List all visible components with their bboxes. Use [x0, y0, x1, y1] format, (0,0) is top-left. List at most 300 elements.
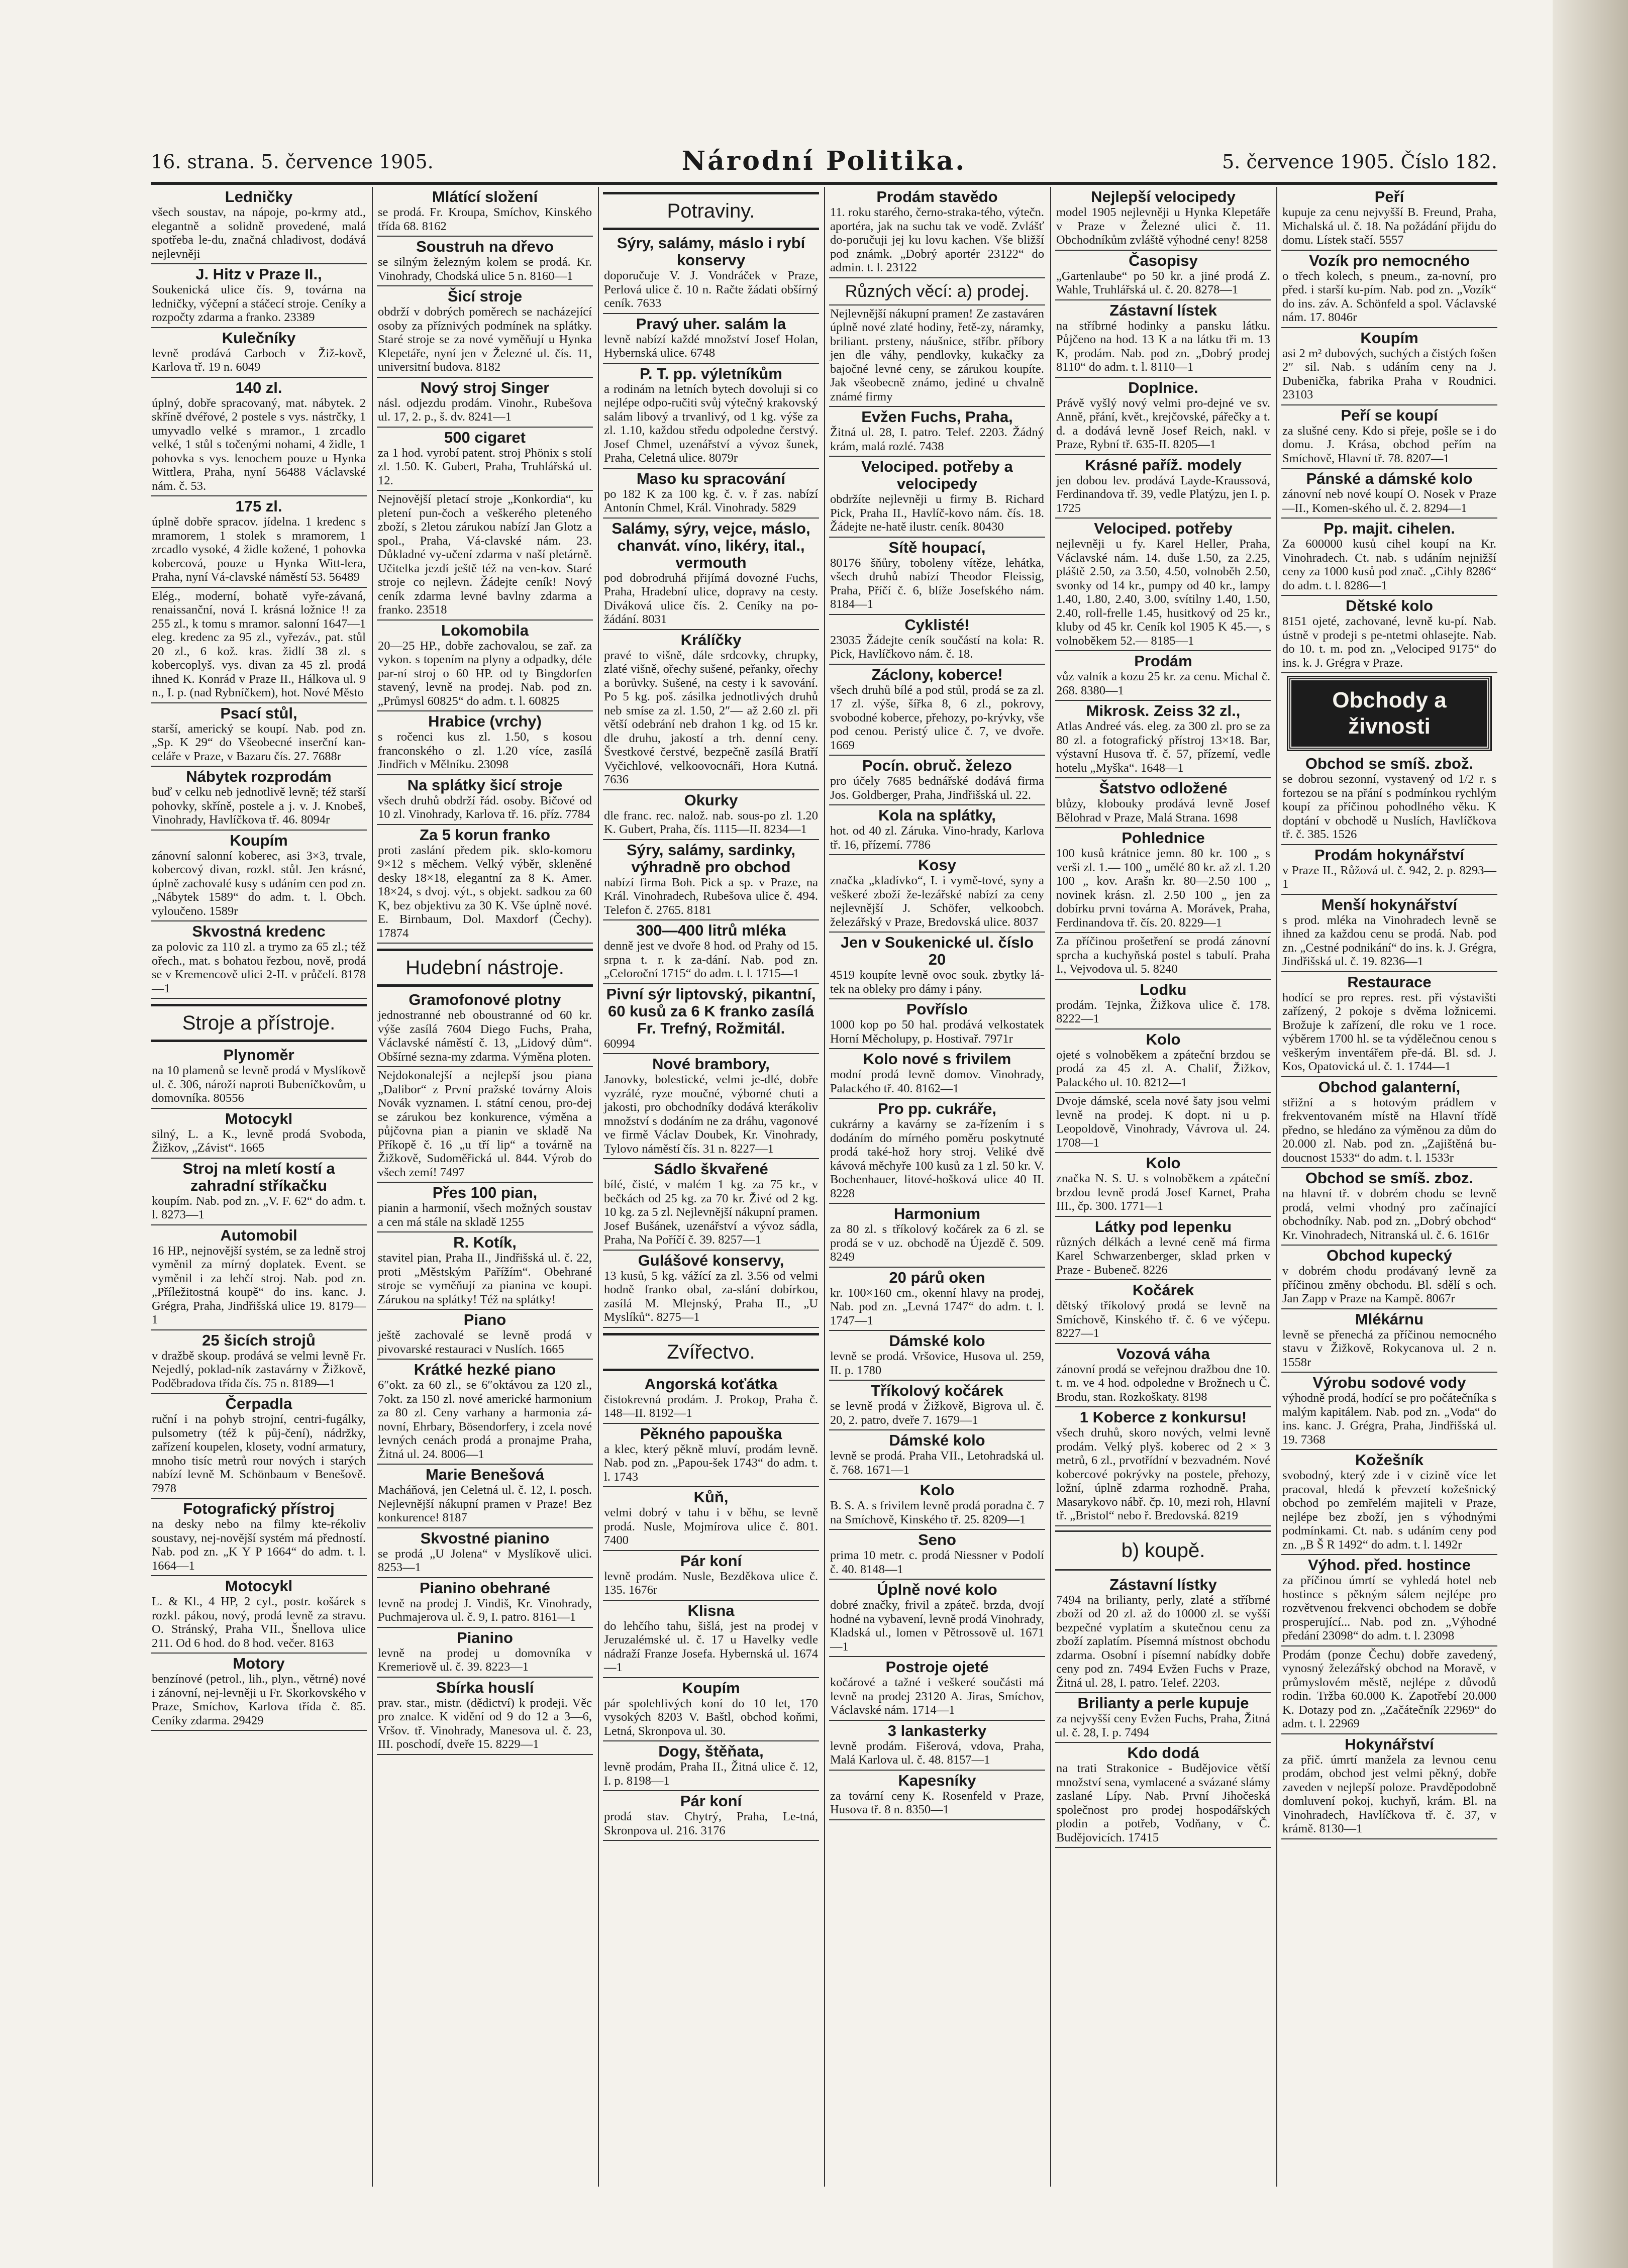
ad-headline: Za 5 korun franko [419, 826, 551, 844]
classified-ad [829, 1657, 1045, 1721]
classified-ad [603, 233, 819, 314]
classified-ad [603, 519, 819, 630]
column-divider [372, 187, 373, 2187]
classified-ad [1281, 519, 1497, 596]
classified-ad [377, 1183, 593, 1232]
ad-headline: Kolo [920, 1481, 955, 1499]
classified-ad [603, 1601, 819, 1678]
ad-headline: Záclony, koberce! [871, 665, 1003, 683]
classified-ad [603, 1251, 819, 1328]
ad-body: model 1905 nejlevněji u Hynka Klepetáře v Praze v Železné ulici č. 11. Obchodníkům zvláště výhodné ceny! 8258 [1056, 205, 1270, 247]
classified-ad [829, 615, 1045, 665]
ad-body: s ročenci kus zl. 1.50, s kosou franconského o zl. 1.20 více, zasílá Jindřich v Mělníku. 23098 [378, 730, 592, 771]
ad-headline: Lodku [1140, 980, 1187, 998]
classified-ad [151, 1576, 367, 1654]
ad-body: nabízí firma Boh. Pick a sp. v Praze, na Král. Vinohradech, Rubešova ulice č. 494. Telefon č. 2765. 8181 [604, 875, 818, 917]
column-1 [151, 187, 367, 2187]
classified-ad [1055, 1743, 1271, 1848]
ad-body: Za příčinou prošetření se prodá zánovní sprcha a kuchyňská postel s tabulí. Praha I., Vejvodova ul. 5. 8240 [1056, 935, 1270, 976]
page-spine [1553, 0, 1628, 2268]
classified-ad [603, 1159, 819, 1251]
ad-body: Prodám (ponze Čechu) dobře zavedený, vynosný železářský obchod na Moravě, v průmyslovém městě, nejlépe z důvodů rodin. Tržba 60.000 K. Zapotřebí 20.000 K. Dotazy pod zn. „Začátečník 22969“ do adm. t. l. 22969 [1282, 1647, 1496, 1730]
classified-ad [151, 328, 367, 378]
classified-ad [151, 588, 367, 703]
ad-headline: Peří se koupí [1341, 406, 1438, 424]
ad-body: kupuje za cenu nejvyšší B. Freund, Praha, Michalská ul. č. 18. Na požádání přijdu do domu. Lístek stačí. 5557 [1282, 205, 1496, 247]
classified-ad [1281, 1246, 1497, 1309]
classified-ad [1055, 1280, 1271, 1344]
ad-headline: Nové brambory, [652, 1055, 770, 1073]
classified-ad [603, 1054, 819, 1159]
ad-body: nejlevněji u fy. Karel Heller, Praha, Václavské nám. 14. duše 1.50, za 2.25, pláště 2.50, za 3.50, 4.50, volnoběh 2.50, svonky od 14 kr., pumpy od 40 kr., lampy 1.40, 1.80, 2.40, 3.00, svítilny 1.40, 1.50, 2.40, roll-frelle 1.45, husitkový od 25 kr., kluby od 45 kr. Ceník kol 1905 K 45.—, s volnoběkem 52.— 8185—1 [1056, 537, 1270, 648]
ad-headline: Pár koní [680, 1792, 742, 1810]
classified-ad [1281, 1373, 1497, 1450]
classified-ad [1055, 519, 1271, 651]
ad-body: 7494 na brilianty, perly, zlaté a stříbrné zboží od 20 zl. až do 10000 zl. se vyšší bezpečné vyplatím a skutečnou cenu za zboží zaplatím. Písemná místnost obchodu zdarma. Osobní i písemní nabídky dobře ceny pod zn. 7494 Evžen Fuchs v Praze, Žitná ul. 28, I. patro. Telef. 2203. [1056, 1593, 1270, 1690]
ad-body: Nejdokonalejší a nejlepší jsou piana „Dalibor“ z První pražské továrny Alois Novák vyznamen. I. státní cenou, pro-dej se zárukou bez konkurence, výměna a půjčovna pian a pianin ve skladě Na Příkopě č. 16 „u tří lip“ a továrně na Žižkově, Sudoměřická ul. 844. Výrob do všech zemí! 7497 [378, 1069, 592, 1179]
ad-body: na trati Strakonice - Budějovice větší množství sena, vymlacené a svázané slámy zaslané Lípy. Nab. První Jihočeská společnost pro prodej hospodářských plodin a potřeb, Vodňany, v Č. Budějovicích. 17415 [1056, 1762, 1270, 1844]
ad-body: levně se prodá. Praha VII., Letohradská ul. č. 768. 1671—1 [830, 1449, 1044, 1477]
ad-headline: Vozík pro nemocného [1309, 251, 1470, 269]
ad-headline: 175 zl. [235, 497, 282, 515]
ad-headline: 500 cigaret [444, 428, 526, 446]
classified-ad [829, 1049, 1045, 1099]
column-5 [1055, 187, 1271, 2187]
ad-body: pár spolehlivých koní do 10 let, 170 vysokých 8203 V. Baštl, obchod koňmi, Letná, Skronpova ul. 30. [604, 1696, 818, 1738]
classified-ad [603, 1424, 819, 1488]
ad-headline: P. T. pp. výletníkům [640, 364, 782, 382]
ad-body: levně na prodej J. Vindiš, Kr. Vinohrady, Puchmajerova ul. č. 9, I. patro. 8161—1 [378, 1596, 592, 1624]
ad-headline: Obchod galanterní, [1318, 1078, 1461, 1096]
ad-body: s prod. mléka na Vinohradech levně se ihned za každou cenu se prodá. Nab. pod zn. „Cestné podnikání“ do ins. k. J. Grégra, Jindřišská ul. č. 19. 8236—1 [1282, 913, 1496, 968]
ad-body: obdržíte nejlevněji u firmy B. Richard Pick, Praha II., Havlíč-kovo nám. čís. 18. Žádejte ne-hatě ilustr. ceník. 80430 [830, 492, 1044, 534]
ad-headline: Pianino obehrané [419, 1579, 551, 1597]
classified-ad [829, 1721, 1045, 1771]
classified-ad [829, 933, 1045, 999]
ad-headline: Nejlepší velocipedy [1091, 188, 1236, 205]
ad-headline: Obchod kupecký [1327, 1247, 1452, 1264]
ad-body: za 80 zl. s tříkolový kočárek za 6 zl. se prodá se v uz. obchodě na Újezdě č. 509. 8249 [830, 1222, 1044, 1264]
classified-ad [603, 314, 819, 364]
ad-headline: Skvostné pianino [420, 1529, 550, 1547]
ad-headline: 3 lankasterky [887, 1721, 987, 1739]
ad-body: buď v celku neb jednotlivě levně; též starší pohovky, skříně, postele a j. v. J. Knobeš, Vinohrady, Havlíčkova tř. 46. 8094r [152, 785, 366, 827]
classified-ad [603, 920, 819, 984]
classified-ad [1281, 1555, 1497, 1646]
column-divider [1050, 187, 1051, 2187]
classified-ad [1055, 701, 1271, 778]
classified-ad [603, 1741, 819, 1791]
ad-body: kr. 100×160 cm., okenní hlavy na prodej, Nab. pod zn. „Levná 1747“ do adm. t. l. 1747—1 [830, 1286, 1044, 1327]
ad-body: na desky nebo na filmy kte-rékoliv soustavy, nej-novější systém má předností. Nab. pod zn. „K Y P 1664“ do adm. t. l. 1664—1 [152, 1517, 366, 1573]
ad-headline: Pianino [457, 1628, 513, 1646]
ad-body: dětský tříkolový prodá se levně na Smíchově, Kinského tř. č. 6 ve výčepu. 8227—1 [1056, 1299, 1270, 1340]
ad-headline: Výrobu sodové vody [1312, 1374, 1466, 1391]
classified-ad [829, 1480, 1045, 1530]
ad-body: B. S. A. s frivilem levně prodá poradna č. 7 na Smíchově, Kinského tř. 25. 8209—1 [830, 1499, 1044, 1526]
ad-headline: Kolo nové s frivilem [863, 1050, 1011, 1068]
ad-headline: Kosy [918, 856, 956, 874]
ad-headline: Hrabice (vrchy) [428, 712, 542, 730]
column-divider [1276, 187, 1277, 2187]
ad-headline: 20 párů oken [889, 1268, 985, 1286]
ad-body: různých délkách a levné ceně má firma Karel Schwarzenberger, sklad prken v Praze - Bubeneč. 8226 [1056, 1235, 1270, 1277]
classified-ad [377, 711, 593, 775]
classified-ad [603, 364, 819, 469]
classified-ad [1281, 1646, 1497, 1734]
ad-headline: J. Hitz v Praze II., [195, 265, 322, 283]
ad-headline: Tříkolový kočárek [871, 1382, 1003, 1399]
classified-ad [1055, 378, 1271, 455]
classified-ad [377, 1578, 593, 1628]
ad-body: 1000 kop po 50 hal. prodává velkostatek Horní Měcholupy, p. Hostivař. 7971r [830, 1018, 1044, 1046]
classified-ad [1055, 1407, 1271, 1526]
ad-headline: Krátké hezké piano [414, 1361, 556, 1378]
ad-headline: Sýry, salámy, máslo i rybí konservy [617, 234, 805, 269]
classified-ad [377, 286, 593, 378]
classified-ad [1281, 754, 1497, 845]
ad-body: levně prodám. Fišerová, vdova, Praha, Malá Karlova ul. č. 48. 8157—1 [830, 1739, 1044, 1767]
ad-headline: Motocykl [225, 1109, 293, 1127]
ad-body: pro účely 7685 bednářské dodává firma Jos. Goldberger, Praha, Jindřišská ul. 22. [830, 774, 1044, 802]
ad-headline: Marie Benešová [425, 1466, 545, 1483]
ad-body: prodám. Tejnka, Žižkova ulice č. 178. 8222—1 [1056, 998, 1270, 1025]
ad-body: Dvoje dámské, scela nové šaty jsou velmi levně na prodej. K dopt. ni u p. Leopoldově, Vinohrady, Vávrova ul. 24. 1708—1 [1056, 1094, 1270, 1150]
classified-ad [377, 187, 593, 237]
ad-body: zánovní prodá se veřejnou dražbou dne 10. t. m. ve 4 hod. odpoledne v Brožnech u Č. Brodu, stan. Rozkoškaty. 8198 [1056, 1362, 1270, 1404]
ad-headline: Přes 100 pian, [432, 1184, 538, 1201]
ad-body: Za 600000 kusů cihel koupí na Kr. Vinohradech. Ct. nab. s udáním nejnižší ceny za 1000 kusů pod znač. „Cihly 8286“ do adm. t. l. 8286—1 [1282, 537, 1496, 592]
classified-ad [151, 1499, 367, 1576]
ad-body: do lehčího tahu, šišlá, jest na prodej v Jeruzalémské ul. č. 17 u Havelky vedle nádraží Franze Josefa. Hybernská ul. 1674—1 [604, 1619, 818, 1674]
ad-body: na 10 plamenů se levně prodá v Myslíkově ul. č. 306, nároží naproti Bubeníčkovům, u domovníka. 80556 [152, 1064, 366, 1105]
ad-body: pod dobrodruhá přijímá dovozné Fuchs, Praha, Hradební ulice, dopravy na cesty. Diváková ulice čís. 2. Ceníky na po-žádání. 8031 [604, 571, 818, 626]
ad-body: „Gartenlaube“ po 50 kr. a jiné prodá Z. Wahle, Truhlářská ul. č. 20. 8278—1 [1056, 269, 1270, 296]
ad-body: bílé, čisté, v malém 1 kg. za 75 kr., v bečkách od 25 kg. za 70 kr. Živé od 2 kg. 10 kg. za 5 zl. Nejlevnější nákupní pramen. Josef Bušánek, uzenářství a vývoz sádla, Praha, Na Poříčí č. 39. 8257—1 [604, 1178, 818, 1247]
ad-body: v dobrém chodu prodávaný levně za příčinou změny obchodu. Bl. sdělí s och. Jan Zapp v Praze na Kampě. 8067r [1282, 1264, 1496, 1305]
ad-headline: Jen v Soukenické ul. číslo 20 [840, 934, 1034, 968]
ad-headline: Sýry, salámy, sardinky, výhradně pro obchod [626, 841, 796, 876]
ad-headline: Sítě houpací, [888, 538, 986, 556]
ad-headline: Zástavní lístek [1109, 301, 1217, 319]
ad-headline: Dámské kolo [889, 1332, 985, 1350]
ad-headline: Na splátky šicí stroje [407, 776, 563, 794]
ad-headline: Krásné paříž. modely [1085, 456, 1242, 474]
subsection-heading: Různých věcí: a) prodej. [829, 278, 1045, 305]
classified-ad [603, 1791, 819, 1841]
ad-headline: Lokomobila [441, 621, 529, 639]
ad-headline: Pár koní [680, 1552, 742, 1570]
ad-body: na stříbrné hodinky a pansku látku. Půjčeno na hod. 13 K a na látku tři m. 13 K, prodám. Nab. pod zn. „Dobrý prodej 8110“ do adm. t. l. 8110—1 [1056, 319, 1270, 374]
classified-ad [377, 621, 593, 712]
ad-headline: Kolo [1146, 1030, 1181, 1048]
classified-ad [377, 1465, 593, 1528]
ad-body: obdrží v dobrých poměrech se nacházející osoby za příznivých podmínek na splátky. Staré stroje se za nové vyměňují u Hynka Klepetáře, nyní jen v Železné ul. čís. 11, universitní budova. 8182 [378, 305, 592, 374]
classified-ad [377, 237, 593, 286]
classified-ad [829, 1099, 1045, 1204]
classified-ad [1055, 1575, 1271, 1694]
ad-headline: Automobil [220, 1226, 297, 1244]
ad-headline: Prodám [1134, 652, 1192, 670]
classified-ad [1055, 933, 1271, 980]
classified-ad [603, 469, 819, 519]
header-page-number: 16. strana. 5. července 1905. [151, 151, 434, 173]
classified-ad [1281, 187, 1497, 251]
ad-headline: Úplně nové kolo [877, 1581, 997, 1598]
ad-headline: Králíčky [680, 631, 742, 649]
ad-body: za polovic za 110 zl. a trymo za 65 zl.; též ořech., mat. s bohatou řezbou, nově, prodá se v Kremencově ulici 2-II. v průčelí. 8178—1 [152, 940, 366, 995]
classified-ad [1055, 1029, 1271, 1093]
ad-body: po 182 K za 100 kg. č. v. ř zas. nabízí Antonín Chmel, Král. Vinohrady. 5829 [604, 487, 818, 514]
column-3 [603, 187, 819, 2187]
ad-headline: Pěkného papouška [640, 1424, 782, 1442]
column-6 [1281, 187, 1497, 2187]
classified-ad [829, 999, 1045, 1049]
ad-headline: Pravý uher. salám la [636, 315, 786, 333]
classified-ad [377, 1310, 593, 1360]
classified-ad [151, 1045, 367, 1109]
ad-body: 60994 [604, 1037, 635, 1051]
ad-body: 6″okt. za 60 zl., se 6″oktávou za 120 zl., 7okt. za 150 zl. nové americké harmonium za 80 zl. Ceny varhany a harmonia zá-novní, Ehrbary, Bösendorfery, i zcela nové levných cenách prodá a pronajme Praha, Žitná ul. 24. 8006—1 [378, 1378, 592, 1461]
ad-body: silný, L. a K., levně prodá Svoboda, Žižkov, „Závist“. 1665 [152, 1127, 366, 1155]
ad-body: levně prodává Carboch v Žiž-kově, Karlova tř. 19 n. 6049 [152, 346, 366, 374]
column-4 [829, 187, 1045, 2187]
ad-body: všech soustav, na nápoje, po-krmy atd., elegantně a solidně provedené, malá spotřeba le-du, značná chladivost, dodává nejlevněji [152, 205, 366, 261]
ad-headline: Pohlednice [1122, 829, 1205, 847]
ad-headline: Mikrosk. Zeiss 32 zl., [1086, 702, 1241, 719]
ad-headline: Motocykl [225, 1577, 293, 1595]
ad-headline: Koupím [1360, 329, 1418, 347]
classified-ad [1055, 1217, 1271, 1281]
classified-ad [1281, 1309, 1497, 1373]
ad-body: střižní a s hotovým prádlem v frekventovaném místě na Hlavní třídě předno, se hledáno za výměnou za dům do 20.000 zl. Nab. pod zn. „Zajištěná bu-doucnost 1533“ do adm. t. l. 1533r [1282, 1095, 1496, 1165]
ad-headline: Klisna [687, 1601, 735, 1619]
section-heading: Zvířectvo. [603, 1333, 819, 1371]
ad-headline: Zástavní lístky [1109, 1575, 1217, 1593]
ad-body: denně jest ve dvoře 8 hod. od Prahy od 15. srpna t. r. k za-dání. Nab. pod zn. „Celoroční 1715“ do adm. t. l. 1715—1 [604, 939, 818, 980]
ad-headline: Koupím [682, 1679, 740, 1697]
ad-body: Nejlevnější nákupní pramen! Ze zastaváren úplně nové zlaté hodiny, řetě-zy, náramky, briliant. prsteny, náušnice, stříbr. příbory jen dle váhy, pendlovky, kukačky za bajočné levné ceny, se zárukou koupíte. Jak všeobecně známo, jediné u chvalně známé firmy [830, 306, 1044, 403]
ad-body: za přič. úmrtí manžela za levnou cenu prodám, obchod jest velmi pěkný, dobře zaveden v nejlepší poloze. Pravděpodobně domluvení pokoj, kuchyň, krám. Bl. na Vinohradech, Havlíčkova tř. č. 37, v krámě. 8130—1 [1282, 1752, 1496, 1835]
ad-headline: Prodám hokynářství [1314, 846, 1465, 864]
ad-body: všech druhů obdrží řád. osoby. Bičové od 10 zl. Vinohrady, Karlova tř. 16. příz. 7784 [378, 793, 592, 821]
ad-headline: Ledničky [225, 188, 293, 205]
classified-ad [377, 990, 593, 1067]
ad-headline: Peří [1374, 188, 1404, 205]
ad-headline: Doplnice. [1128, 378, 1198, 396]
ad-body: benzínové (petrol., lih., plyn., větrné) nové i zánovní, nej-levněji u Fr. Skorkovského v Praze, Smíchov, Karlova třída č. 85. Ceníky zdarma. 29429 [152, 1672, 366, 1727]
classified-ad [377, 1067, 593, 1183]
ad-headline: Menší hokynářství [1321, 895, 1458, 913]
classified-ad [829, 1381, 1045, 1430]
ad-headline: Kočárek [1132, 1281, 1194, 1299]
ad-body: za tovární ceny K. Rosenfeld v Praze, Husova tř. 8 n. 8350—1 [830, 1789, 1044, 1816]
classified-ad [1281, 1077, 1497, 1169]
ad-body: 80176 šňůry, toboleny vítěze, lehátka, všech druhů nabízí Theodor Fleissig, Praha, Příčí č. 6, blíže Josefského nám. 8184—1 [830, 556, 1044, 611]
classified-ad [151, 187, 367, 264]
ad-body: úplný, dobře spracovaný, mat. nábytek. 2 skříně dvéřové, 2 postele s vys. nástrčky, 1 umyvadlo velké s mramor., 1 zrcadlo velké, 1 stůl s točenými nohami, 4 židle, 1 pohovka s vys. lenochem pouze u Hynka Wittlera, Praha, nyní 56488 Václavské nám. č. 53. [152, 396, 366, 493]
ad-headline: Skvostná kredenc [192, 922, 326, 940]
classified-ad [829, 855, 1045, 933]
classified-ad [829, 1204, 1045, 1268]
ad-body: 11. roku starého, černo-straka-tého, výtečn. aportéra, jak na suchu tak ve vodě. Zvlášť do-poručuji jej ku lovu kachen. Vše bližší pod známk. „Dobrý aportér 23122“ do admin. t. l. 23122 [830, 205, 1044, 274]
classified-ad [603, 1487, 819, 1551]
ad-headline: Čerpadla [225, 1395, 292, 1412]
ad-headline: Postroje ojeté [885, 1658, 989, 1676]
ad-body: za slušné ceny. Kdo si přeje, pošle se i do domu. J. Krása, obchod peřím na Smíchově, Hlavní tř. 78. 8207—1 [1282, 424, 1496, 465]
ad-headline: Mlékárnu [1355, 1310, 1424, 1328]
ad-body: násl. odjezdu prodám. Vinohr., Rubešova ul. 17, 2. p., š. dv. 8241—1 [378, 396, 592, 424]
ad-body: Právě vyšlý nový velmi pro-dejné ve sv. Anně, přání, květ., krejčovské, pářečky a t. d. a dodává levně Josef Reich, nakl. v Praze, Rybní tř. 635-II. 8205—1 [1056, 396, 1270, 451]
section-heading: Stroje a přístroje. [151, 1004, 367, 1042]
ad-body: se prodá „U Jolena“ v Myslíkově ulici. 8253—1 [378, 1547, 592, 1574]
ad-headline: Šatstvo odložené [1099, 779, 1228, 797]
ad-body: ještě zachovalé se levně prodá v pivovarské restauraci v Nuslích. 1665 [378, 1328, 592, 1356]
ad-headline: Mlátící složení [432, 188, 538, 205]
ad-headline: Koupím [230, 831, 288, 849]
classified-ad [829, 305, 1045, 407]
ad-body: svobodný, který zde i v cizině více let pracoval, hledá k převzetí kožešnický obchod po zemřelém majiteli v Praze, nejlépe bez zboží, jen s výhodnými podmínkami. Ct. nab. s udáním ceny pod zn. „B Š R 1492“ do adm. t. l. 1492r [1282, 1469, 1496, 1552]
ad-body: se silným železným kolem se prodá. Kr. Vinohrady, Chodská ulice 5 n. 8160—1 [378, 255, 592, 283]
ad-body: za 1 hod. vyrobí patent. stroj Phönix s stolí zl. 1.50. K. Gubert, Praha, Truhlářská ul. 12. [378, 446, 592, 487]
classified-ad [1055, 300, 1271, 378]
ad-headline: Kůň, [693, 1488, 729, 1506]
ad-headline: Kapesníky [898, 1771, 976, 1789]
classified-ad [1281, 1168, 1497, 1246]
ad-headline: Kolo [1146, 1154, 1181, 1172]
classified-ad [1055, 980, 1271, 1029]
classified-ad [603, 1374, 819, 1424]
ad-headline: 140 zl. [235, 378, 282, 396]
classified-ad [829, 756, 1045, 805]
ad-body: koupím. Nab. pod zn. „V. F. 62“ do adm. t. l. 8273—1 [152, 1194, 366, 1221]
classified-ad [377, 428, 593, 491]
ad-headline: Salámy, sýry, vejce, máslo, chanvát. víno, likéry, ital., vermouth [612, 519, 810, 571]
ad-body: Nejnovější pletací stroje „Konkordia“, ku pletení pun-čoch a veškerého pleteného zboží, s 2letou zárukou nabízí Jan Glotz a spol., Praha, Vá-clavské nám. 23. Důkladné vy-učení zdarma v naší pletárně. Učitelka jezdí ještě též na ven-kov. Staré stroje co nejlevn. Žádejte ceník! Nový ceník zdarma levné bavlny zdarma a franko. 23518 [378, 492, 592, 616]
classified-ad [151, 1654, 367, 1731]
classified-ad [377, 1628, 593, 1678]
ad-body: cukrárny a kavárny se za-řízením i s dodáním do mírného poměru poskytnuté prodá také-hož hory stroj. Veliké dvě kávová měchyře 100 kusů za 1 zl. 50 kr. V. Bochenhauer, litové-hošková ulice 40 II. 8228 [830, 1117, 1044, 1200]
classified-ad [151, 264, 367, 328]
ad-headline: Hokynářství [1345, 1735, 1434, 1753]
ad-body: pravé to višně, dále srdcovky, chrupky, zlaté višně, ořechy sušené, peřanky, ořechy a borůvky. Sušené, na cesty i k savování. Po 5 kg. poš. zásilka jednotlivých druhů neb smíse za zl. 1.50, 2″— až 2.60 zl. při větší odebrání neb drahon 1 kg. od 15 kr. dle druhu, jakostí a trh. denní ceny. Švestkové čerstvé, bezpečně zasílá Bratří Vyčichlové, velkoovocnáři, Hora Kutná. 7636 [604, 648, 818, 786]
ad-body: se levně prodá v Žižkově, Bigrova ul. č. 20, 2. patro, dveře 7. 1679—1 [830, 1399, 1044, 1427]
classified-ad [829, 1268, 1045, 1331]
classified-ad [1055, 1344, 1271, 1408]
classified-ad [1055, 651, 1271, 701]
ad-headline: Maso ku spracování [636, 469, 786, 487]
ad-headline: Pro pp. cukráře, [877, 1100, 997, 1117]
ad-headline: Restaurace [1347, 973, 1432, 991]
ad-headline: Výhod. před. hostince [1308, 1556, 1471, 1574]
ad-body: 100 kusů krátnice jemn. 80 kr. 100 „ s verši zl. 1.— 100 „ umělé 80 kr. až zl. 1.20 100 „ kov. Arašn kr. 80—2.50 100 „ novinek krásn. zl. 2.50 100 „ jen za dobírku prvni továrna A. Morávek, Praha, Ferdinandova tř. čís. 20. 8229—1 [1056, 847, 1270, 930]
ad-headline: Fotografický přístroj [183, 1500, 335, 1517]
ad-body: za příčinou úmrtí se vyhledá hotel neb hostince s pěkným sálem nejlépe pro rozvětvenou frekvenci obchodem se dobře prosperující... Nab. pod zn. „Výhodné předání 23098“ do adm. t. l. 23098 [1282, 1574, 1496, 1642]
classified-ad [377, 825, 593, 944]
ad-body: a klec, který pěkně mluví, prodám levně. Nab. pod zn. „Papou-šek 1743“ do adm. t. l. 1743 [604, 1442, 818, 1484]
ad-headline: Kožešník [1355, 1451, 1424, 1469]
classified-ad [1281, 596, 1497, 673]
classified-ad [1281, 405, 1497, 469]
masthead-title: Národní Politika. [681, 146, 967, 176]
ad-headline: Vozová váha [1116, 1345, 1210, 1363]
ad-headline: Pivní sýr liptovský, pikantní, 60 kusů za 6 K franko zasílá Fr. Trefný, Rožmitál. [606, 985, 816, 1037]
classified-ad [151, 1330, 367, 1394]
ad-headline: Obchod se smíš. zboz. [1305, 1169, 1474, 1187]
ad-headline: 300—400 litrů mléka [636, 921, 786, 939]
ad-body: jednostranné neb oboustranné od 60 kr. výše zasílá 7604 Diego Fuchs, Praha, Václavské náměstí č. 13, „Lidový dům“. Obšírné sezna-my zdarma. Výměna ploten. [378, 1008, 592, 1064]
ad-headline: Pánské a dámské kolo [1306, 470, 1473, 487]
ad-headline: Pp. majit. cihelen. [1324, 520, 1455, 537]
classified-ad [1055, 187, 1271, 251]
ad-headline: Velociped. potřeby [1094, 520, 1233, 537]
ad-headline: Kulečníky [222, 329, 296, 347]
ad-headline: Dětské kolo [1345, 597, 1433, 614]
ad-body: čistokrevná prodám. J. Prokop, Praha č. 148—II. 8192—1 [604, 1392, 818, 1420]
ad-body: 20—25 HP., dobře zachovalou, se zař. za vykon. s topením na plyny a odpadky, déle par-ní stroj o 60 HP. od ty Bingdorfen stavený, levně na prodej. Nab. pod zn. „Průmysl 60825“ do adm. t. l. 60825 [378, 639, 592, 708]
ad-headline: R. Kotík, [453, 1233, 517, 1251]
classified-ad [603, 984, 819, 1055]
ad-headline: 25 šicích strojů [202, 1331, 316, 1349]
ad-body: všech druhů bílé a pod stůl, prodá se za zl. 17 zl. výše, šířka 8, 6 zl., pokrovy, svobodné koberce, přehozy, po-krývky, vše pod cenou. Peristý ulice č. 7, ve dvoře. 1669 [830, 683, 1044, 752]
ad-body: prima 10 metr. c. prodá Niessner v Podolí č. 40. 8148—1 [830, 1549, 1044, 1576]
ad-body: vůz valník a kozu 25 kr. za cenu. Michal č. 268. 8380—1 [1056, 670, 1270, 697]
ad-headline: Pocín. obruč. železo [862, 757, 1012, 774]
classified-ad [151, 767, 367, 831]
classified-ad [829, 805, 1045, 855]
classified-ad [1281, 251, 1497, 328]
ad-body: velmi dobrý v tahu i v běhu, se levně prodá. Nusle, Mojmírova ulice č. 801. 7400 [604, 1506, 818, 1547]
ad-headline: Brilianty a perle kupuje [1077, 1694, 1249, 1712]
ad-body: proti zaslání předem pik. sklo-komoru 9×12 s měchem. Velký výběr, skleněné desky 18×18, elegantní za 8 K. Amer. 18×24, s dvoj. výt., s objekt. sadkou za 60 K, bez objektivu za 30 K. Vše úplně nové. E. Birnbaum, Dol. Maxdorf (Čechy). 17874 [378, 843, 592, 940]
classified-ad [151, 703, 367, 767]
ad-body: prav. star., mistr. (dědictví) k prodeji. Věc pro znalce. K vidění od 9 do 12 a 3—6, Vršov. tř. Vinohrady, Manesova ul. č. 23, III. poschodí, dveře 15. 8229—1 [378, 1696, 592, 1751]
ad-body: zánovní neb nové koupí O. Nosek v Praze—II., Komen-ského ul. č. 2. 8294—1 [1282, 487, 1496, 515]
ad-headline: Dámské kolo [889, 1431, 985, 1449]
classified-ad [377, 775, 593, 825]
classified-ad [1055, 1153, 1271, 1217]
ad-headline: Plynoměr [223, 1046, 294, 1064]
classified-ad [1055, 828, 1271, 933]
ad-body: Žitná ul. 28, I. patro. Telef. 2203. Žádný krám, malá rozlé. 7438 [830, 426, 1044, 453]
classified-ad [603, 1551, 819, 1601]
ad-body: ruční i na pohyb strojní, centri-fugálky, pulsometry (též k půj-čení), nádržky, zařízení koupelen, klosety, vodní armatury, mnoho tisíc metrů rour nových i starých nabízí levně M. Schönbaum v Benešově. 7978 [152, 1412, 366, 1495]
classified-ad [829, 1580, 1045, 1657]
header-issue-number: 5. července 1905. Číslo 182. [1222, 151, 1497, 173]
ad-body: v Praze II., Růžová ul. č. 942, 2. p. 8293—1 [1282, 863, 1496, 891]
classified-ad [1281, 845, 1497, 895]
classified-ad [603, 630, 819, 790]
ad-headline: Motory [233, 1655, 285, 1672]
classified-ad [829, 407, 1045, 457]
classified-ad [829, 1331, 1045, 1381]
ad-headline: Látky pod lepenku [1094, 1217, 1232, 1235]
classified-ad [829, 1430, 1045, 1480]
ad-headline: Prodám stavědo [876, 188, 998, 205]
classified-ad [603, 1678, 819, 1742]
ad-body: blůzy, klobouky prodává levně Josef Bělohrad v Praze, Malá Strana. 1698 [1056, 797, 1270, 824]
ad-body: zánovní salonní koberec, asi 3×3, trvale, kobercový divan, rozkl. stůl. Jen krásné, úplně zachovalé kusy s udáním cen pod zn. „Nábytek 1589“ do adm. t. l. Obch. vyloučeno. 1589r [152, 849, 366, 918]
ad-body: kočárové a tažné i veškeré součásti má levně na prodej 23120 A. Jiras, Smíchov, Václavské nám. 1714—1 [830, 1676, 1044, 1717]
ad-headline: Gramofonové plotny [409, 991, 561, 1008]
classified-ad [377, 1232, 593, 1310]
ad-body: levně nabízí každé množství Josef Holan, Hybernská ulice. 6748 [604, 332, 818, 360]
ad-body: starší, americký se koupí. Nab. pod zn. „Sp. K 29“ do Všeobecné inserční kan-celáře v Praze, v Bazaru čís. 27. 7688r [152, 721, 366, 763]
ad-body: všech druhů, skoro nových, velmi levně prodám. Velký plyš. koberec od 2 × 3 metrů, 6 zl., prvotřídní v bezvadném. Nové kobercové pokrývky na postele, přehozy, ložní, úplně zdarma rozhodně. Praha, Masarykovo nábř. čp. 10, mezi roh, Hlavní tř. „Bristol“ nebo ř. Bredovská. 8219 [1056, 1426, 1270, 1522]
ad-headline: Šicí stroje [447, 287, 523, 305]
ad-body: na hlavní tř. v dobrém chodu se levně prodá, velmi vhodný pro začínající obchodníky. Nab. pod zn. „Dobrý obchod“ Kr. Vinohradech, Nitranská ul. č. 6. 1616r [1282, 1187, 1496, 1242]
ad-body: levně na prodej u domovníka v Kremeriově ul. č. 39. 8223—1 [378, 1646, 592, 1674]
